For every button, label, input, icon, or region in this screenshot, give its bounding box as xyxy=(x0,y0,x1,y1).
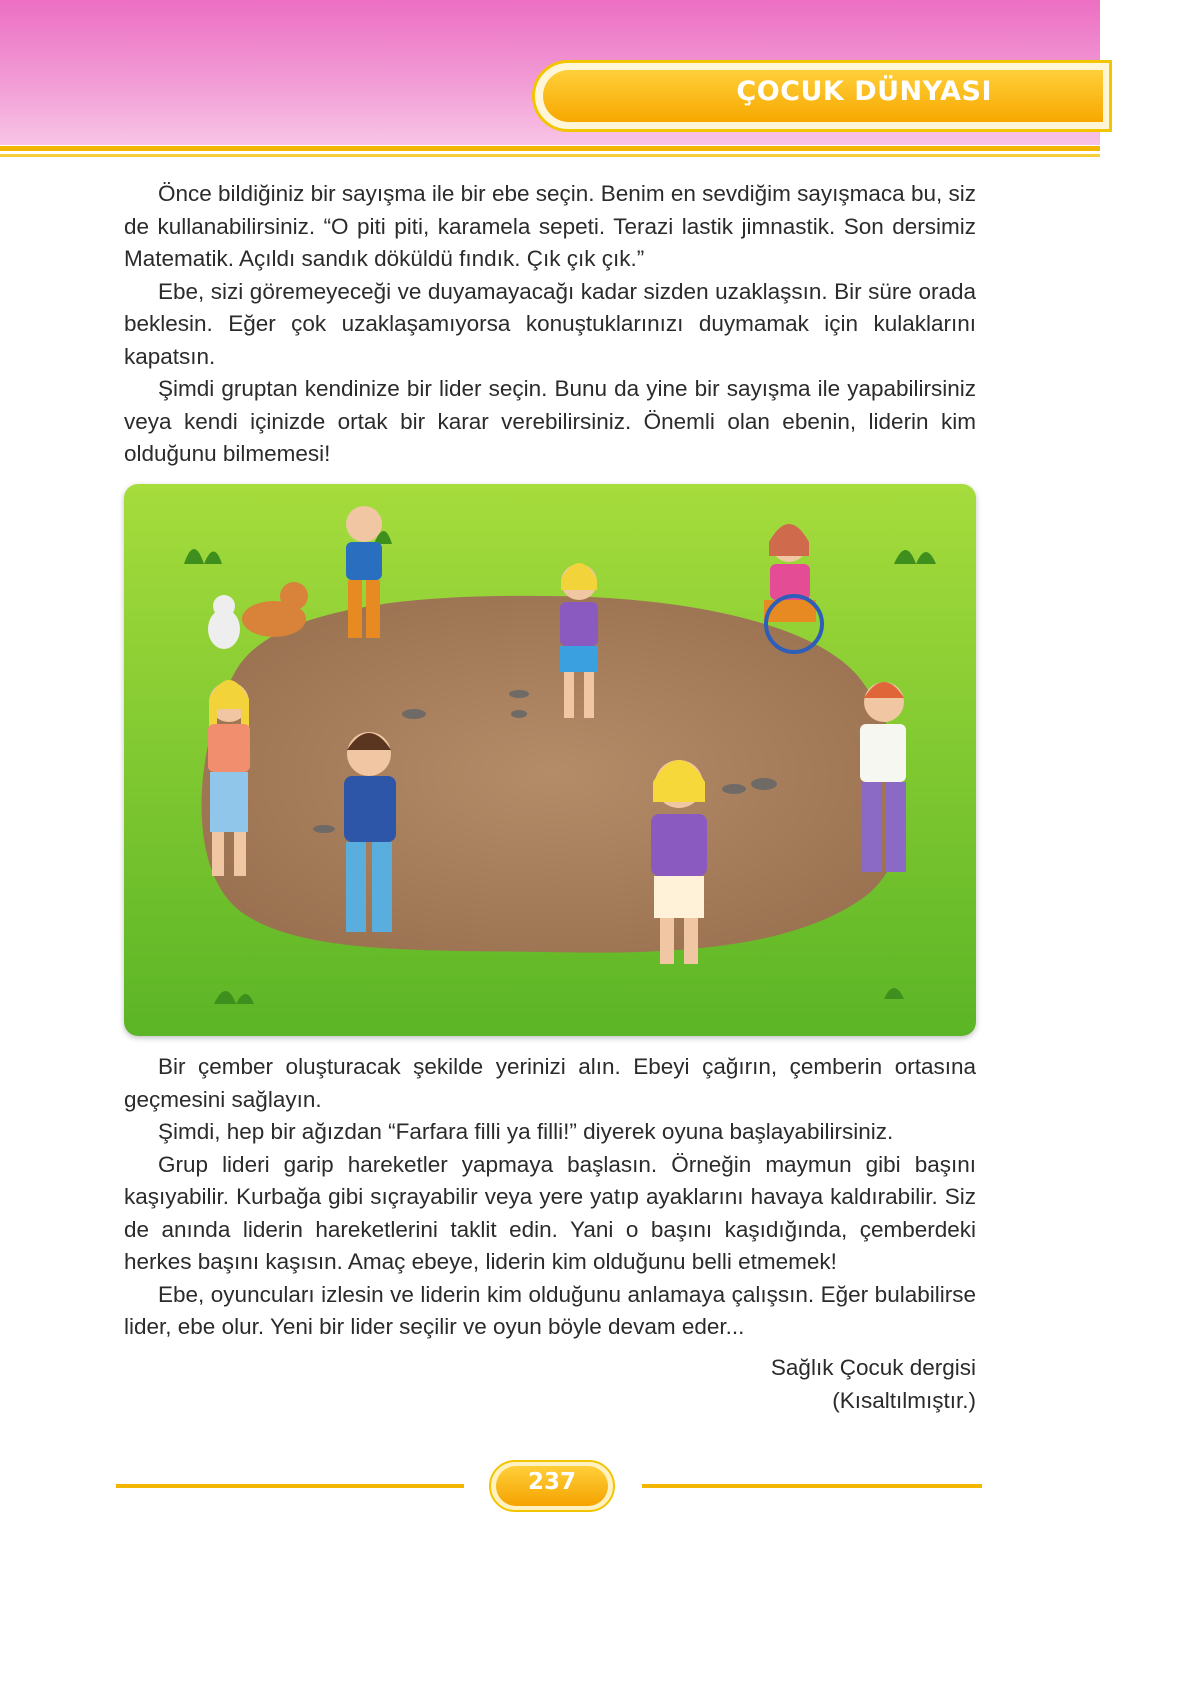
paragraph: Bir çember oluşturacak şekilde yerinizi alın. Ebeyi çağırın, çemberin ortasına geçmesini sağlayın. xyxy=(124,1054,976,1112)
text-block-bottom xyxy=(124,1051,976,1344)
header-divider-thin xyxy=(0,154,1100,157)
game-illustration xyxy=(124,484,976,1036)
source-citation xyxy=(771,1351,976,1417)
dirt-clearing xyxy=(202,596,905,953)
header-divider xyxy=(0,146,1100,151)
paragraph: Ebe, sizi göremeyeceği ve duyamayacağı kadar sizden uzaklaşsın. Bir süre orada beklesin. Eğer çok uzaklaşamıyorsa konuştuklarınızı duymamak için kulaklarını kapatsın. xyxy=(124,278,976,369)
paragraph: Şimdi gruptan kendinize bir lider seçin. Bunu da yine bir sayışma ile yapabilirsiniz veya kendi içinizde ortak bir karar verebilirsiniz. Önemli olan ebenin, liderin kim olduğunu bilmemesi! xyxy=(124,376,976,466)
footer-rule-left xyxy=(116,1484,464,1488)
paragraph: Ebe, oyuncuları izlesin ve liderin kim olduğunu anlamaya çalışsın. Eğer bulabilirse lider, ebe olur. Yeni bir lider seçilir ve oyun böyle devam eder... xyxy=(124,1281,976,1339)
text-block-top xyxy=(124,178,976,471)
page-number: 237 xyxy=(527,1469,576,1495)
paragraph: Grup lideri garip hareketler yapmaya başlasın. Örneğin maymun gibi başını kaşıyabilir. Kurbağa gibi sıçrayabilir veya yere yatıp ayaklarını havaya kaldırabilir. Siz de anında liderin hareketlerini taklit edin. Yani o başını kaşıdığında, çemberdeki herkes başını kaşısın. Amaç ebeye, liderin kim olduğunu belli etmemek! xyxy=(124,1151,976,1274)
footer-rule-right xyxy=(642,1484,982,1488)
source-note: (Kısaltılmıştır.) xyxy=(832,1388,976,1413)
paragraph: Şimdi, hep bir ağızdan “Farfara filli ya filli!” diyerek oyuna başlayabilirsiniz. xyxy=(158,1119,894,1144)
source-name: Sağlık Çocuk dergisi xyxy=(770,1355,976,1380)
paragraph: Önce bildiğiniz bir sayışma ile bir ebe seçin. Benim en sevdiğim sayışmaca bu, siz de kullanabilirsiniz. “O piti piti, karamela sepeti. Terazi lastik jimnastik. Son dersimiz Matematik. Açıldı sandık döküldü fındık. Çık çık çık.” xyxy=(124,181,976,271)
section-title: ÇOCUK DÜNYASI xyxy=(736,76,992,107)
